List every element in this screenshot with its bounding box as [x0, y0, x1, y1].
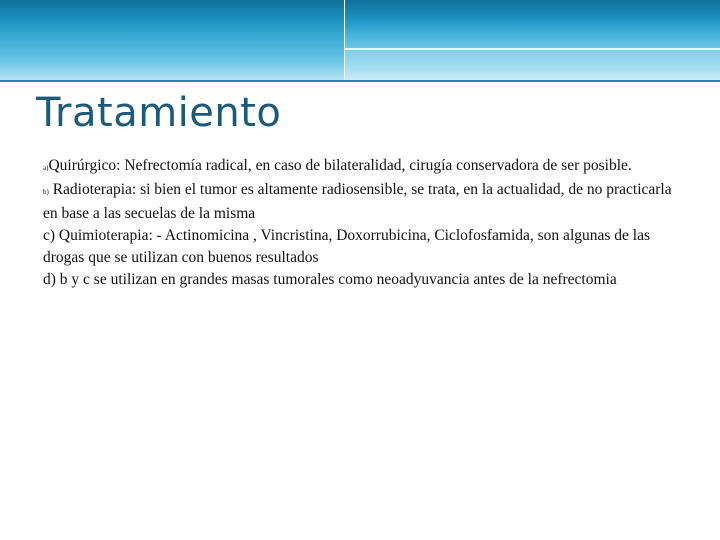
paragraph-a	[43, 155, 683, 179]
paragraph-b-text: Radioterapia: si bien el tumor es altamente radiosensible, se trata, en la actualidad, de no practicarla en base a las secuelas de la misma	[43, 181, 672, 222]
list-marker-a: a)	[43, 164, 49, 172]
slide-body	[43, 155, 683, 291]
header-band-gap	[345, 48, 720, 50]
paragraph-c: c) Quimioterapia: - Actinomicina , Vincristina, Doxorrubicina, Ciclofosfamida, son algunas de las drogas que se utilizan con buenos resultados	[43, 227, 651, 266]
paragraph-a-text: Quirúrgico: Nefrectomía radical, en caso de bilateralidad, cirugía conservadora de ser posible.	[48, 157, 632, 174]
list-marker-b: b)	[43, 188, 49, 196]
slide-title: Tratamiento	[36, 90, 282, 136]
header-band-separator	[344, 0, 345, 82]
header-band-left	[0, 0, 344, 82]
paragraph-b	[43, 179, 683, 225]
header-band-right	[345, 0, 720, 48]
header-band	[0, 0, 720, 82]
header-band-right-lower	[345, 50, 720, 82]
header-underline	[0, 80, 720, 82]
paragraph-d: d) b y c se utilizan en grandes masas tumorales como neoadyuvancia antes de la nefrectomia	[43, 271, 617, 288]
